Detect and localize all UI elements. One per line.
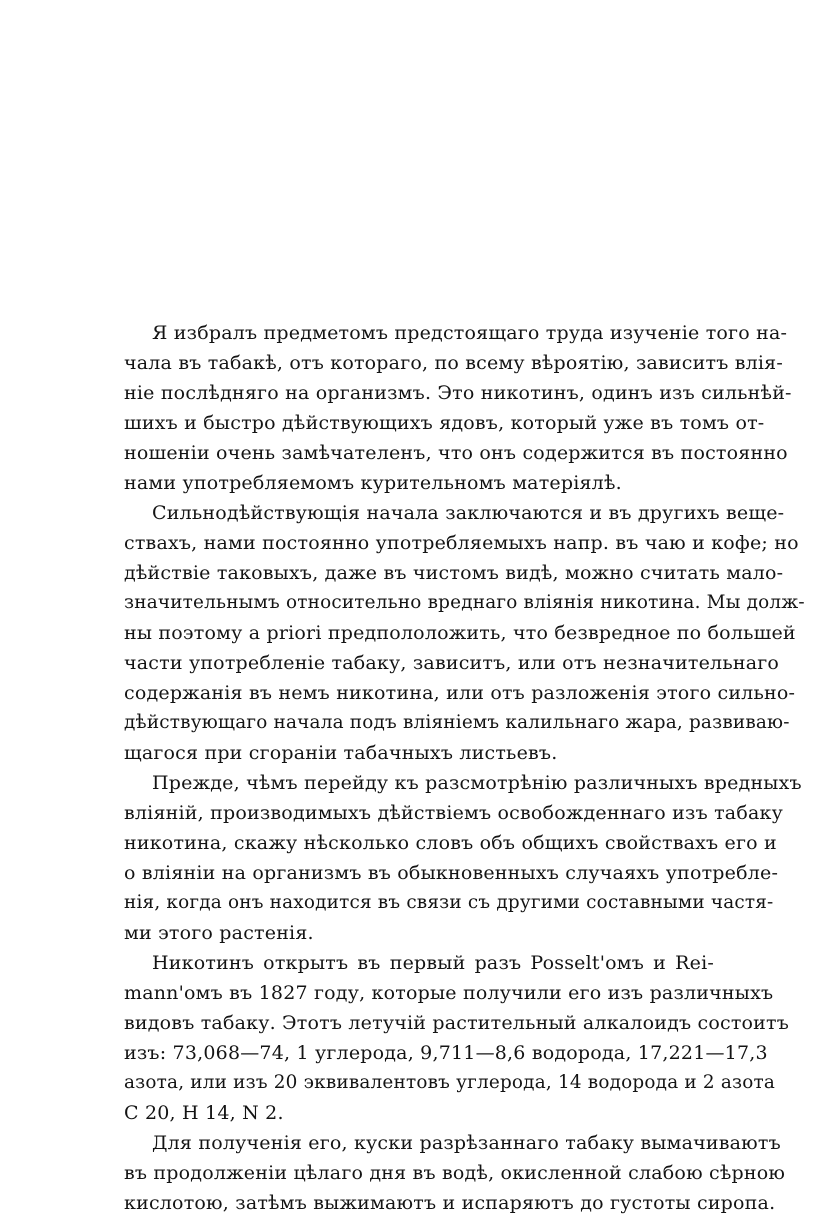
text-line: ны поэтому a priori предпололожить, что безвредное по большей bbox=[124, 622, 796, 644]
text-line: дѣйствующаго начала подъ вліяніемъ калильнаго жара, развиваю- bbox=[124, 712, 790, 733]
text-line: въ продолженіи цѣлаго дня въ водѣ, окисленной слабою сѣрною bbox=[124, 1162, 786, 1184]
text-line: чала въ табакѣ, отъ котораго, по всему вѣроятію, зависитъ влія- bbox=[124, 352, 783, 374]
text-line: ніе послѣдняго на организмъ. Это никотинъ, одинъ изъ сильнѣй- bbox=[124, 382, 792, 404]
text-line: C 20, H 14, N 2. bbox=[124, 1102, 284, 1124]
text-line: содержанія въ немъ никотина, или отъ разложенія этого сильно- bbox=[124, 682, 796, 704]
text-line: никотина, скажу нѣсколько словъ объ общихъ свойствахъ его и bbox=[124, 832, 777, 854]
text-line: Я избралъ предметомъ предстоящаго труда изученіе того на- bbox=[152, 322, 788, 344]
text-line: вліяній, производимыхъ дѣйствіемъ освобожденнаго изъ табаку bbox=[124, 802, 783, 824]
text-line: mann'омъ въ 1827 году, которые получили его изъ различныхъ bbox=[124, 982, 774, 1004]
text-line: Для полученія его, куски разрѣзаннаго табаку вымачиваютъ bbox=[152, 1132, 781, 1154]
text-line: щагося при сгораніи табачныхъ листьевъ. bbox=[124, 742, 558, 764]
text-line: Прежде, чѣмъ перейду къ разсмотрѣнію различныхъ вредныхъ bbox=[152, 772, 802, 794]
page-text bbox=[124, 318, 805, 1218]
text-line: дѣйствіе таковыхъ, даже въ чистомъ видѣ, можно считать мало- bbox=[124, 562, 784, 584]
text-line: Никотинъ открытъ въ первый разъ Posselt'омъ и Rei- bbox=[152, 952, 714, 974]
text-line: значительнымъ относительно вреднаго вліянія никотина. Мы долж- bbox=[124, 592, 805, 613]
text-line: изъ: 73,068—74, 1 углерода, 9,711—8,6 водорода, 17,221—17,3 bbox=[124, 1042, 768, 1064]
text-line: части употребленіе табаку, зависитъ, или отъ незначительнаго bbox=[124, 652, 780, 674]
text-line: Сильнодѣйствующія начала заключаются и въ другихъ веще- bbox=[152, 502, 785, 524]
text-line: нія, когда онъ находится въ связи съ другими составными частя- bbox=[124, 892, 774, 913]
text-line: о вліяніи на организмъ въ обыкновенныхъ случаяхъ употребле- bbox=[124, 862, 779, 884]
text-line: шихъ и быстро дѣйствующихъ ядовъ, который уже въ томъ от- bbox=[124, 412, 765, 434]
text-line: азота, или изъ 20 эквивалентовъ углерода, 14 водорода и 2 азота bbox=[124, 1072, 776, 1093]
text-line: ношеніи очень замѣчателенъ, что онъ содержится въ постоянно bbox=[124, 442, 788, 464]
text-line: ствахъ, нами постоянно употребляемыхъ напр. въ чаю и кофе; но bbox=[124, 532, 799, 554]
text-line: видовъ табаку. Этотъ летучій растительный алкалоидъ состоитъ bbox=[124, 1012, 790, 1034]
text-line: кислотою, затѣмъ выжимаютъ и испаряютъ до густоты сиропа. bbox=[124, 1192, 776, 1214]
text-line: ми этого растенія. bbox=[124, 922, 314, 944]
text-line: нами употребляемомъ курительномъ матеріялѣ. bbox=[124, 472, 622, 494]
